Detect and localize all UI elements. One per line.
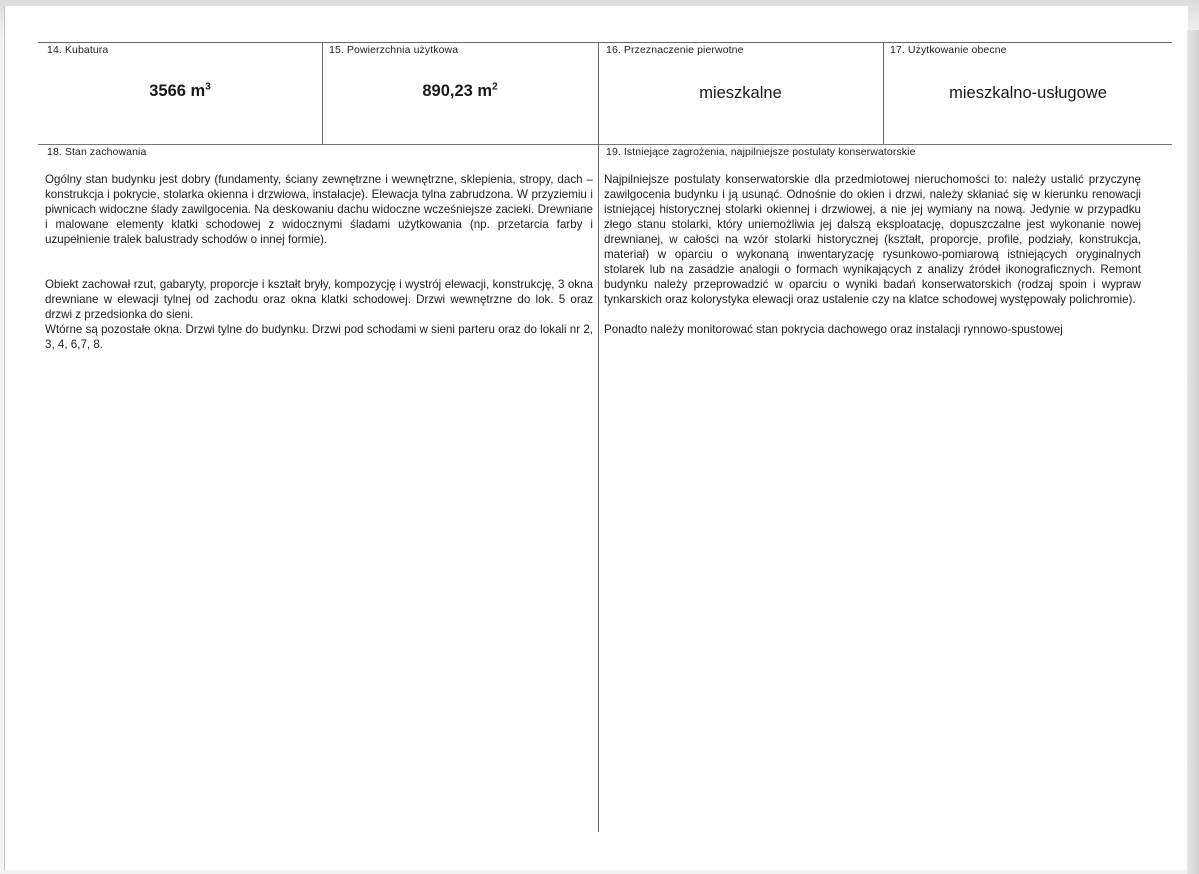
table-top-rule xyxy=(38,42,1172,43)
column-divider-2 xyxy=(598,42,599,832)
zagrozenia-paragraph-1: Najpilniejsze postulaty konserwatorskie dla przedmiotowej nieruchomości to: należy ustalić przyczynę zawilgocenia budynku i ją usunąć. Odnośnie do okien i drzwi, należy skłaniać się w kierunku renowacji istniejącej historycznej stolarki okiennej i drzwiowej, a nie jej wymiany na nową. Jedynie w przypadku złego stanu stolarki, który uniemożliwia jej dalszą eksploatację, dopuszczalne jest wykonanie nowej drewnianej, w całości na wzór stolarki historycznej (kształt, proporcje, profile, podziały, konstrukcja, materiał) w oparciu o wykonaną inwentaryzację rysunkowo-pomiarową istniejących oryginalnych stolarek lub na zasadzie analogii o formach wynikających z analizy źródeł ikonograficznych. Remont budynku należy przeprowadzić w oparciu o wyniki badań konserwatorskich (rodzaj spoin i wypraw tynkarskich oraz kolorystyka elewacji oraz ustalenie czy na klatce schodowej występowały polichromie). xyxy=(604,173,1141,306)
table-middle-rule xyxy=(38,144,1172,145)
stan-zachowania-paragraph-2: Obiekt zachował rzut, gabaryty, proporcje i kształt bryły, kompozycję i wystrój elewacji, konstrukcję, 3 okna drewniane w elewacji tylnej od zachodu oraz okna klatki schodowej. Drzwi wewnętrzne do lok. 5 oraz drzwi z przedsionka do sieni. xyxy=(45,278,593,321)
kubatura-value: 3566 $m^3$ xyxy=(149,81,211,100)
przeznaczenie-label: 16. Przeznaczenie pierwotne xyxy=(606,44,744,56)
zagrozenia-label: 19. Istniejące zagrożenia, najpilniejsze postulaty konserwatorskie xyxy=(606,146,916,158)
uzytkowanie-value: mieszkalno-usługowe xyxy=(949,84,1107,102)
document-sheet xyxy=(4,6,1188,870)
stan-zachowania-label: 18. Stan zachowania xyxy=(47,146,147,158)
przeznaczenie-value: mieszkalne xyxy=(699,84,782,102)
uzytkowanie-label: 17. Użytkowanie obecne xyxy=(890,44,1007,56)
kubatura-label: 14. Kubatura xyxy=(47,44,109,56)
zagrozenia-paragraph-2: Ponadto należy monitorować stan pokrycia dachowego oraz instalacji rynnowo-spustowej xyxy=(604,323,1063,336)
stan-zachowania-paragraph-1: Ogólny stan budynku jest dobry (fundamenty, ściany zewnętrzne i wewnętrzne, sklepienia, stropy, dach – konstrukcja i pokrycie, stolarka okienna i drzwiowa, instalacje). Elewacja tylna zabrudzona. W przyziemiu i piwnicach widoczne ślady zawilgocenia. Na deskowaniu dachu widoczne wcześniejsze zacieki. Drewniane i malowane elementy klatki schodowej z widocznymi śladami użytkowania (np. przetarcia farby i uzupełnienie tralek balustrady schodów o innej formie). xyxy=(45,173,593,246)
powierzchnia-label: 15. Powierzchnia użytkowa xyxy=(329,44,459,56)
powierzchnia-value: 890,23 $m^2$ xyxy=(422,81,498,100)
scan-right-edge xyxy=(1187,30,1199,874)
stan-zachowania-paragraph-3: Wtórne są pozostałe okna. Drzwi tylne do budynku. Drzwi pod schodami w sieni parteru oraz do lokali nr 2, 3, 4, 6,7, 8. xyxy=(45,323,593,351)
